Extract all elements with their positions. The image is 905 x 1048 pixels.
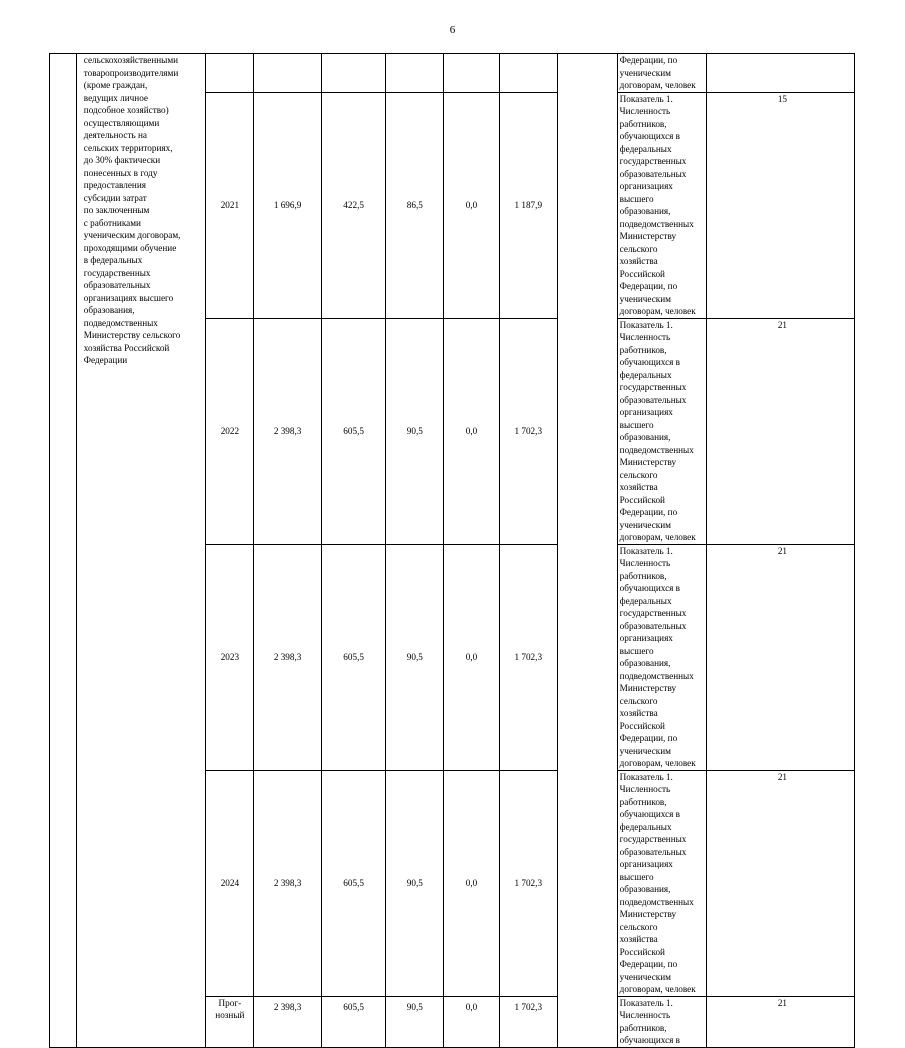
description-line: государственных	[83, 267, 151, 278]
year-label: Прог-	[218, 997, 242, 1008]
year-cell	[206, 54, 254, 93]
indicator-line: образовательных организациях	[619, 620, 687, 643]
local-cell	[444, 544, 500, 770]
year-cell	[206, 92, 254, 318]
description-line: (кроме граждан,	[83, 80, 148, 90]
indicator-value-cell	[707, 92, 855, 318]
indicator-line: федеральных государственных	[619, 369, 687, 392]
indicator-value: 15	[777, 93, 788, 104]
federal-value: 422,5	[343, 199, 364, 210]
extra-cell	[499, 544, 557, 770]
extra-cell	[499, 92, 557, 318]
indicator-line: договорам, человек	[619, 532, 696, 542]
indicator-value: 21	[777, 997, 788, 1008]
indicator-value-cell	[707, 318, 855, 544]
description-line: хозяйства Российской	[83, 342, 170, 353]
description-line: по заключенным	[83, 205, 150, 215]
description-line: сельскохозяйственными	[83, 55, 179, 65]
regional-cell	[386, 996, 444, 1047]
page-number: 6	[449, 24, 456, 36]
year-label: 2021	[220, 200, 240, 210]
indicator-line: образовательных организациях	[619, 168, 687, 191]
indicator-line: Федерации, по ученическим	[619, 281, 678, 304]
indicator-line: Показатель 1. Численность	[619, 545, 673, 568]
indicator-line: федеральных государственных	[619, 143, 687, 166]
indicator-line: работников, обучающихся в	[619, 1022, 681, 1045]
extra-value: 1 187,9	[514, 199, 543, 210]
federal-value: 605,5	[343, 425, 364, 436]
indicator-value-cell	[707, 54, 855, 93]
regional-cell	[386, 54, 444, 93]
indicator-line: подведомственных	[619, 670, 694, 681]
indicator-line: Министерству сельского	[619, 457, 677, 480]
local-cell	[444, 54, 500, 93]
regional-cell	[386, 544, 444, 770]
regional-cell	[386, 318, 444, 544]
federal-value: 605,5	[343, 651, 364, 662]
indicator-line: хозяйства Российской	[619, 256, 665, 279]
indicator-line: хозяйства Российской	[619, 934, 665, 957]
federal-cell	[321, 54, 386, 93]
measure-description	[76, 54, 206, 1048]
federal-cell	[321, 544, 386, 770]
indicator-line: федеральных государственных	[619, 821, 687, 844]
indicator-line: подведомственных	[619, 218, 694, 229]
description-line: в федеральных	[83, 255, 143, 265]
indicator-line: Министерству сельского	[619, 909, 677, 932]
local-value: 0,0	[465, 199, 478, 210]
indicator-line: федеральных государственных	[619, 595, 687, 618]
indicator-cell	[617, 318, 706, 544]
description-line: подсобное хозяйство)	[83, 105, 169, 115]
regional-value: 86,5	[406, 199, 423, 210]
description-line: товаропроизводителями	[83, 67, 179, 78]
indicator-line: работников, обучающихся в	[619, 118, 681, 141]
extra-cell	[499, 54, 557, 93]
description-line: образовательных	[83, 280, 151, 290]
local-value: 0,0	[465, 877, 478, 888]
regional-value: 90,5	[406, 877, 423, 888]
description-line: понесенных в году	[83, 167, 158, 178]
indicator-line: работников, обучающихся в	[619, 796, 681, 819]
total-cell	[254, 770, 321, 996]
executor-cell	[557, 54, 617, 1048]
description-line: Министерству сельского	[83, 330, 181, 340]
indicator-line: высшего образования,	[619, 645, 671, 668]
description-line: деятельность на	[83, 130, 147, 140]
indicator-value-cell	[707, 770, 855, 996]
local-cell	[444, 996, 500, 1047]
indicator-line: договорам, человек	[619, 758, 696, 768]
local-cell	[444, 770, 500, 996]
total-value: 2 398,3	[273, 1001, 302, 1012]
extra-cell	[499, 996, 557, 1047]
year-cell	[206, 996, 254, 1047]
extra-cell	[499, 770, 557, 996]
extra-value: 1 702,3	[514, 877, 543, 888]
extra-value: 1 702,3	[514, 1001, 543, 1012]
description-line: предоставления	[83, 180, 146, 190]
program-table	[49, 53, 905, 1048]
year-cell	[206, 318, 254, 544]
federal-value: 605,5	[343, 1001, 364, 1012]
total-value: 2 398,3	[273, 651, 302, 662]
year-cell	[206, 544, 254, 770]
description-line: ученическим договорам,	[83, 230, 181, 240]
total-cell	[254, 996, 321, 1047]
description-line: до 30% фактически	[83, 155, 161, 165]
total-cell	[254, 544, 321, 770]
description-line: проходящими обучение	[83, 242, 177, 253]
total-value: 2 398,3	[273, 425, 302, 436]
indicator-cell	[617, 996, 706, 1047]
description-line: с работниками	[83, 217, 141, 228]
indicator-line: договорам, человек	[619, 306, 696, 316]
indicator-line: образовательных организациях	[619, 846, 687, 869]
description-line: осуществляющими	[83, 117, 160, 128]
indicator-value-cell	[707, 544, 855, 770]
indicator-line: работников, обучающихся в	[619, 570, 681, 593]
local-cell	[444, 318, 500, 544]
federal-cell	[321, 770, 386, 996]
num-cell	[50, 54, 77, 1048]
description-line: Федерации	[83, 355, 128, 365]
year-label: 2024	[220, 878, 240, 888]
indicator-line: Показатель 1. Численность	[619, 997, 673, 1020]
indicator-line: подведомственных	[619, 896, 694, 907]
indicator-line: Федерации, по ученическим	[619, 959, 678, 982]
indicator-cell	[617, 770, 706, 996]
indicator-line: хозяйства Российской	[619, 482, 665, 505]
indicator-line: договорам, человек	[619, 984, 696, 994]
indicator-line: высшего образования,	[619, 871, 671, 894]
regional-cell	[386, 92, 444, 318]
indicator-cell	[617, 54, 706, 93]
total-value: 2 398,3	[273, 877, 302, 888]
year-cell	[206, 770, 254, 996]
indicator-line: Федерации, по ученическим	[619, 507, 678, 530]
local-cell	[444, 92, 500, 318]
local-value: 0,0	[465, 1001, 478, 1012]
indicator-line: работников, обучающихся в	[619, 344, 681, 367]
year-label: нозный	[215, 1009, 245, 1020]
local-value: 0,0	[465, 651, 478, 662]
total-value: 1 696,9	[273, 199, 302, 210]
regional-cell	[386, 770, 444, 996]
indicator-cell	[617, 544, 706, 770]
indicator-line: Показатель 1. Численность	[619, 771, 673, 794]
indicator-value: 21	[777, 319, 788, 330]
local-value: 0,0	[465, 425, 478, 436]
indicator-line: образовательных организациях	[619, 394, 687, 417]
indicator-line: Министерству сельского	[619, 231, 677, 254]
indicator-value-cell	[707, 996, 855, 1047]
total-cell	[254, 318, 321, 544]
extra-value: 1 702,3	[514, 651, 543, 662]
description-line: субсидии затрат	[83, 192, 147, 203]
total-cell	[254, 92, 321, 318]
indicator-line: Министерству сельского	[619, 683, 677, 706]
federal-value: 605,5	[343, 877, 364, 888]
description-line: ведущих личное	[83, 92, 148, 103]
indicator-line: договорам, человек	[619, 80, 696, 90]
indicator-line: высшего образования,	[619, 193, 671, 216]
regional-value: 90,5	[406, 425, 423, 436]
indicator-line: Федерации, по ученическим	[619, 733, 678, 756]
indicator-line: высшего образования,	[619, 419, 671, 442]
federal-cell	[321, 92, 386, 318]
regional-value: 90,5	[406, 1001, 423, 1012]
indicator-cell	[617, 92, 706, 318]
indicator-value: 21	[777, 545, 788, 556]
description-line: подведомственных	[83, 317, 158, 328]
description-line: сельских территориях,	[83, 142, 173, 153]
year-label: 2022	[220, 426, 240, 436]
indicator-line: Федерации, по ученическим	[619, 55, 678, 78]
continuation-row	[50, 54, 905, 93]
year-label: 2023	[220, 652, 240, 662]
indicator-value: 21	[777, 771, 788, 782]
indicator-line: подведомственных	[619, 444, 694, 455]
extra-cell	[499, 318, 557, 544]
total-cell	[254, 54, 321, 93]
federal-cell	[321, 996, 386, 1047]
federal-cell	[321, 318, 386, 544]
description-line: образования,	[83, 305, 135, 315]
indicator-line: Показатель 1. Численность	[619, 319, 673, 342]
extra-value: 1 702,3	[514, 425, 543, 436]
regional-value: 90,5	[406, 651, 423, 662]
description-line: организациях высшего	[83, 292, 174, 303]
indicator-line: Показатель 1. Численность	[619, 93, 673, 116]
indicator-line: хозяйства Российской	[619, 708, 665, 731]
